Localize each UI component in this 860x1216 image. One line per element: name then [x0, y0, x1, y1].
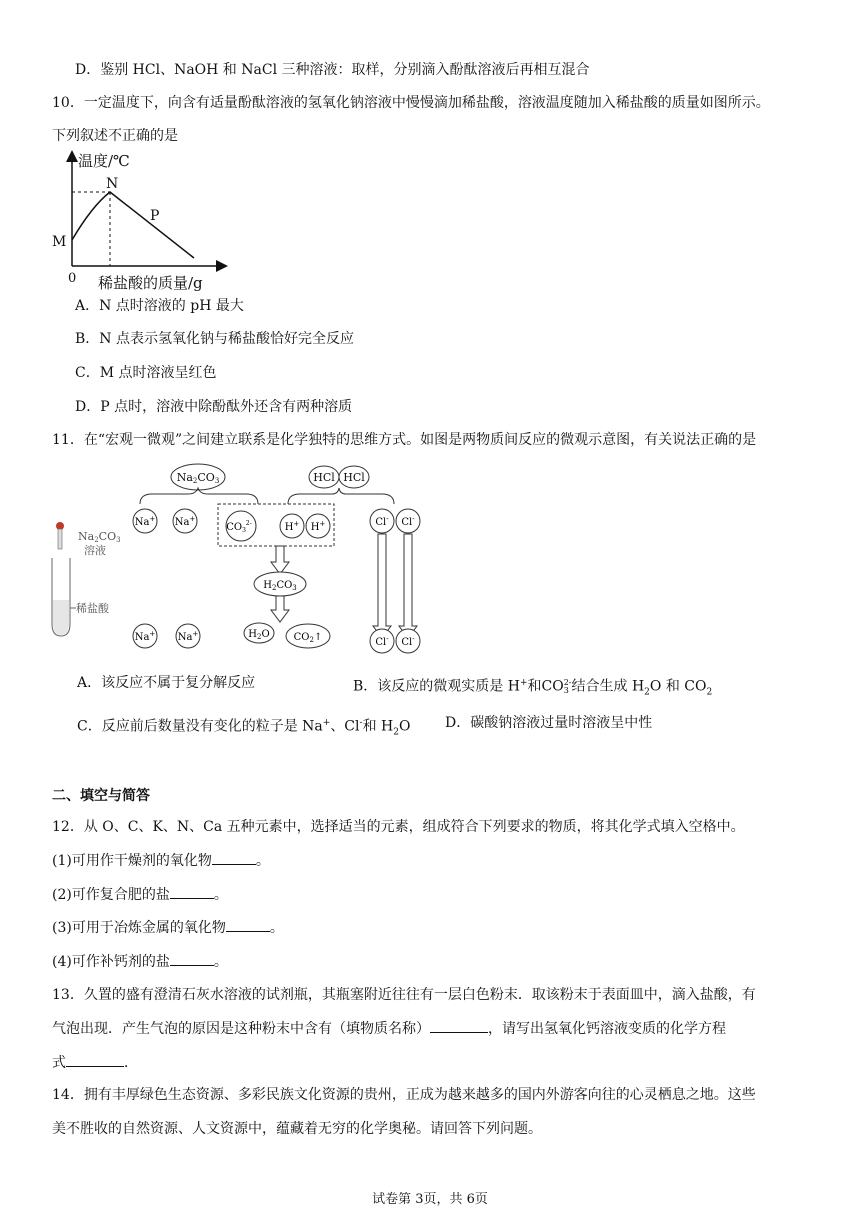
q10-option-d: D．P 点时，溶液中除酚酞外还含有两种溶质 [75, 399, 353, 415]
svg-text:H2CO3: $H_2CO_3$ [263, 580, 297, 592]
q9-option-d: D．鉴别 HCl、NaOH 和 NaCl 三种溶液：取样，分别滴入酚酞溶液后再相互混合 [75, 62, 590, 78]
hcl-brace [288, 488, 394, 504]
answer-blank[interactable] [170, 951, 214, 966]
svg-text:Cl-: Cl- [375, 635, 389, 648]
q14-line2: 美不胜收的自然资源、人文资源中，蕴藏着无穷的化学奥秘。请回答下列问题。 [52, 1121, 542, 1137]
svg-text:Na+: Na+ [134, 515, 156, 528]
q11-option-a: A．该反应不属于复分解反应 [77, 675, 256, 691]
q10-x-axis-label: 稀盐酸的质量/g [98, 274, 203, 292]
svg-text:Cl-: Cl- [375, 515, 389, 528]
svg-text:CO32-: $CO_3^{2-}$ [226, 520, 252, 534]
dropper-label-2: 溶液 [84, 544, 106, 557]
arrow-to-products [271, 596, 289, 622]
q10-stem-line1: 10．一定温度下，向含有适量酚酞溶液的氢氧化钠溶液中慢慢滴加稀盐酸，溶液温度随加入稀盐酸的质量如图所示。 [52, 95, 770, 111]
q10-stem-line2: 下列叙述不正确的是 [52, 128, 178, 144]
q11-stem: 11．在“宏观一微观”之间建立联系是化学独特的思维方式。如图是两物质间反应的微观示意图，有关说法正确的是 [52, 432, 757, 448]
q10-temperature-curve [72, 192, 194, 258]
q12-sub-4: (4)可作补钙剂的盐 。 [52, 951, 228, 972]
q10-option-c: C．M 点时溶液呈红色 [75, 365, 217, 381]
svg-text:CO2↑: $CO_2↑$ [293, 632, 323, 644]
q10-option-a: A．N 点时溶液的 pH 最大 [75, 298, 244, 314]
svg-text:H+: H+ [284, 520, 300, 533]
svg-text:Na+: Na+ [177, 630, 199, 643]
q14-line1: 14．拥有丰厚绿色生态资源、多彩民族文化资源的贵州，正成为越来越多的国内外游客向往的心灵栖息之地。这些 [52, 1087, 756, 1103]
svg-text:H2O: $H_2O$ [248, 629, 270, 641]
q12-stem: 12．从 O、C、K、N、Ca 五种元素中，选择适当的元素，组成符合下列要求的物质，将其化学式填入空格中。 [52, 819, 745, 835]
answer-blank[interactable] [226, 917, 270, 932]
test-tube-liquid [53, 600, 69, 635]
na2co3-brace [140, 488, 258, 504]
q10-point-m: M [52, 234, 67, 250]
svg-text:Cl-: Cl- [401, 515, 415, 528]
q10-point-n: N [106, 176, 119, 192]
q11-option-b: B．该反应的微观实质是 H+和CO 2- 3 结合生成 $H_2O$ 和 $CO_2$ [353, 677, 713, 698]
answer-blank[interactable] [170, 884, 214, 899]
q12-sub-3: (3)可用于冶炼金属的氧化物 。 [52, 917, 284, 938]
answer-blank[interactable] [212, 850, 256, 865]
tube-label: 稀盐酸 [76, 602, 109, 615]
q10-point-p: P [150, 208, 160, 224]
answer-blank[interactable] [430, 1018, 488, 1033]
page-footer: 试卷第 3页，共 6页 [372, 1192, 488, 1207]
section-title: 二、填空与简答 [52, 788, 150, 804]
q11-micro-diagram [48, 460, 448, 658]
cl-arrow-1 [373, 534, 391, 638]
na2co3-label: Na2CO3 [176, 471, 220, 485]
q10-temperature-chart [50, 148, 230, 294]
answer-blank[interactable] [66, 1052, 124, 1067]
q13-line1: 13．久置的盛有澄清石灰水溶液的试剂瓶，其瓶塞附近往往有一层白色粉末．取该粉末于表面皿中，滴入盐酸，有 [52, 987, 756, 1003]
svg-text:Na+: Na+ [174, 515, 196, 528]
q11-option-c: C．反应前后数量没有变化的粒子是 Na+、Cl-和 $H_2O$ [77, 718, 411, 738]
svg-text:Na+: Na+ [134, 630, 156, 643]
q13-line2: 气泡出现．产生气泡的原因是这种粉末中含有（填物质名称） ，请写出氢氧化钙溶液变质的化学方程 [52, 1018, 726, 1039]
hcl-label-1: HCl [313, 471, 335, 484]
cl-arrow-2 [399, 534, 417, 638]
svg-text:H+: H+ [310, 520, 326, 533]
dropper-tube [58, 529, 62, 549]
q13-line3: 式 ． [52, 1052, 138, 1073]
svg-text:Cl-: Cl- [401, 635, 415, 648]
q10-option-b: B．N 点表示氢氧化钠与稀盐酸恰好完全反应 [75, 331, 354, 347]
dropper-label: Na2CO3 [78, 530, 121, 544]
q11-option-d: D．碳酸钠溶液过量时溶液呈中性 [445, 715, 653, 731]
q10-origin-label: 0 [68, 271, 77, 286]
hcl-label-2: HCl [343, 471, 365, 484]
q12-sub-1: (1)可用作干燥剂的氧化物 。 [52, 850, 270, 871]
arrow-to-h2co3 [271, 546, 289, 574]
q10-y-axis-label: 温度/℃ [78, 152, 130, 170]
q12-sub-2: (2)可作复合肥的盐 。 [52, 884, 228, 905]
